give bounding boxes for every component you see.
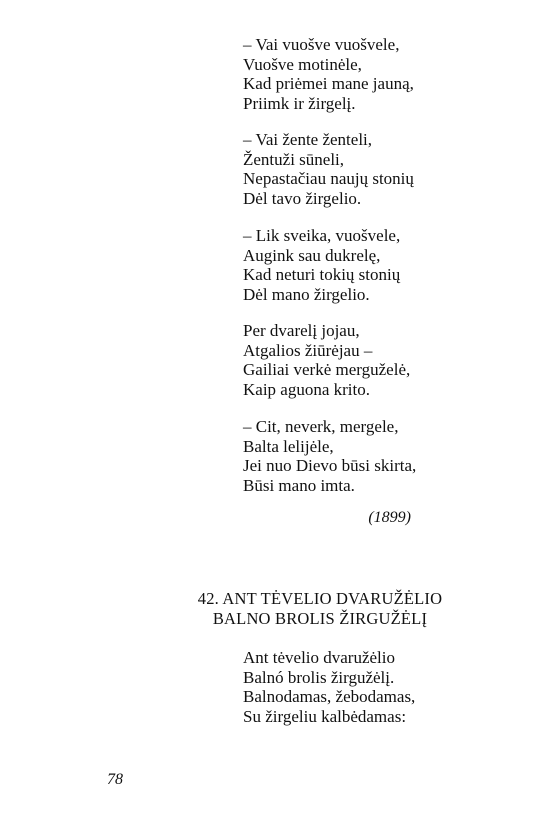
poem-date: (1899) [368, 509, 411, 526]
stanza-3 [243, 226, 503, 304]
page-number: 78 [107, 771, 123, 788]
verse-line: Gailiai verkė merguželė, [243, 360, 411, 379]
verse-line: Ant tėvelio dvaružėlio [243, 648, 396, 667]
verse-line: – Lik sveika, vuošvele, [243, 226, 401, 245]
verse-line: – Vai vuošve vuošvele, [243, 35, 400, 54]
section-title-line-1: 42. ANT TĖVELIO DVARUŽĖLIO [197, 589, 443, 608]
section-title-line-2: BALNO BROLIS ŽIRGUŽĖLĮ [212, 609, 428, 628]
stanza-4 [243, 321, 503, 399]
verse-line: Būsi mano imta. [243, 475, 355, 495]
verse-line: Kaip aguona krito. [243, 379, 370, 399]
verse-line: Nepastačiau naujų stonių [243, 169, 414, 188]
verse-line: Dėl tavo žirgelio. [243, 188, 362, 208]
verse-line: Priimk ir žirgelį. [243, 93, 356, 113]
verse-line: – Cit, neverk, mergele, [243, 417, 399, 436]
verse-line: Balta lelijėle, [243, 436, 334, 456]
stanza-5 [243, 417, 503, 495]
verse-line: Kad priėmei mane jauną, [243, 74, 414, 93]
verse-line: Augink sau dukrelę, [243, 245, 381, 265]
verse-line: Vuošve motinėle, [243, 54, 362, 74]
verse-line: Jei nuo Dievo būsi skirta, [243, 456, 417, 475]
stanza-1 [243, 35, 503, 113]
stanza-2 [243, 130, 503, 208]
verse-line: Dėl mano žirgelio. [243, 284, 370, 304]
verse-line: Su žirgeliu kalbėdamas: [243, 706, 407, 726]
verse-line: Atgalios žiūrėjau – [243, 340, 373, 360]
section-stanza [243, 648, 503, 726]
section-heading [185, 589, 455, 629]
verse-line: Žentuži sūneli, [243, 149, 345, 169]
verse-line: Kad neturi tokių stonių [243, 265, 401, 284]
verse-line: Balnodamas, žebodamas, [243, 687, 416, 706]
verse-line: Per dvarelį jojau, [243, 321, 360, 340]
verse-line: Balnó brolis žirgužėlį. [243, 667, 395, 687]
verse-line: – Vai žente ženteli, [243, 130, 373, 149]
